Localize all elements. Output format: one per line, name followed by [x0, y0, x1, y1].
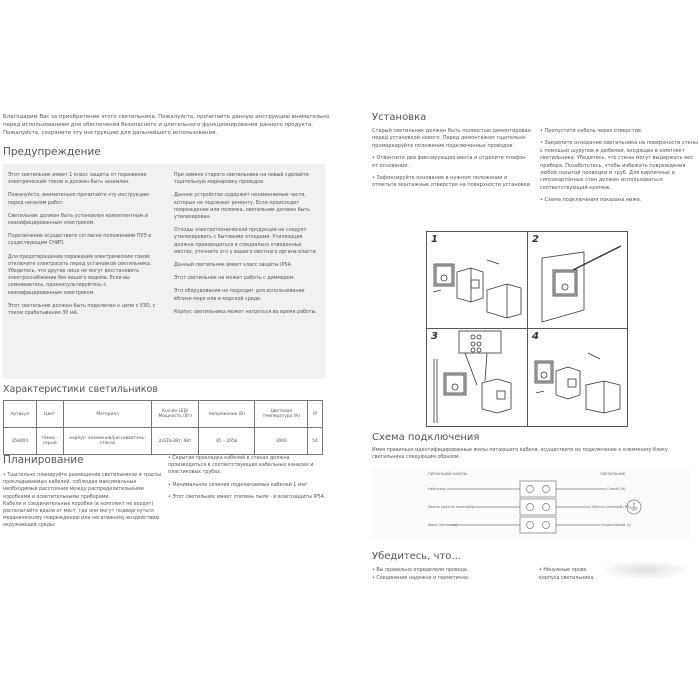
check-title: Убедитесь, что...	[372, 551, 461, 562]
step-number: 3	[431, 331, 438, 342]
blurred-watermark	[600, 560, 690, 580]
wall-drilling-illustration	[528, 232, 627, 328]
warning-item: Пожалуйста, внимательно прочитайте эту инструкцию перед началом работ.	[8, 193, 149, 206]
installation-item: Старый светильник должен быть полностью демонтирован перед установкой нового. Перед демонтажом тщательно промаркируйте положение подключенных проводов.	[372, 128, 531, 149]
step-3-cell	[427, 329, 526, 425]
warning-item: Данное устройство содержит незаменяемые части, которые не подлежат ремонту. Если происходит повреждение или поломка, светильник должен быть утилизирован.	[174, 193, 311, 221]
warning-item: Для предотвращения поражения электрическим током отключите электросеть перед установкой светильника. Убедитесь, что другие лица не могут восстановить электроснабжение без вашего ведома. Если вы сомневаетесь, проконсультируйтесь с квалифицированным электриком.	[8, 254, 152, 296]
installation-item: • Пропустите кабель через отверстие.	[540, 128, 643, 134]
wire-label-brown: Коричневый (L)	[602, 523, 632, 527]
step-number: 4	[532, 331, 539, 342]
warning-left-column	[8, 172, 156, 323]
cell-article: 358004	[4, 428, 37, 455]
warning-item: Светильник должен быть установлен компетентным и квалифицированным электриком.	[8, 213, 148, 227]
wiring-text: Имея правильно идентифицированные жилы питающего кабеля, осуществите их подключение к клеммному блоку светильника следующим образом.	[372, 448, 668, 460]
warning-item: Подключение осуществите согласно положениям ПУЭ и существующим СНИП.	[8, 234, 152, 247]
installation-item: • Отвинтите два фиксирующих винта и отделите плафон от основания .	[372, 155, 526, 169]
luminaire-header: СВЕТИЛЬНИК	[600, 472, 626, 476]
planning-left-column	[3, 472, 163, 535]
col-header: IP	[308, 401, 323, 428]
wiring-title: Схема подключения	[372, 432, 480, 443]
installation-item: • Схема подключения показана ниже.	[540, 197, 642, 204]
warning-item: Этот светильник должен быть подключен к цепи с УЗО, с током срабатывания 30 мА.	[8, 303, 156, 317]
cell-ip: 54	[308, 428, 323, 455]
warning-title: Предупреждение	[3, 146, 101, 158]
terminal-block-drawing	[372, 467, 690, 539]
wire-label-yellow-green: Желто-зеленый (PE)	[592, 505, 631, 509]
col-header: Материал	[63, 401, 152, 428]
step-4-cell	[528, 329, 627, 425]
installation-title: Установка	[372, 112, 427, 123]
warning-item: При замене старого светильника на новый сделайте тщательную маркировку проводов.	[174, 173, 309, 186]
warning-box	[3, 164, 325, 379]
planning-item: • Минимальное сечение подключаемых кабелей 1 мм²	[168, 482, 307, 488]
warning-item: Этот светильник имеет 1 класс защиты от поражения электрическим током и должен быть заземлен.	[8, 173, 147, 186]
check-item: корпуса светильника.	[539, 575, 595, 581]
warning-item: Отходы электротехнической продукции не следует утилизировать с бытовыми отходами. Утилизация должна производиться в специально отведенных местах, уточните это у вашего местного органа власти.	[174, 228, 318, 255]
specs-table	[3, 400, 323, 455]
specs-title: Характеристики светильников	[3, 384, 158, 395]
warning-item: Этот светильник не может работь с диммером.	[174, 276, 295, 282]
planning-item: • Скрытая прокладка кабелей в стенах должна производиться в соответствующих кабельных каналах и пластиковых трубах.	[168, 456, 314, 476]
cell-led: 2LEDx3Вт; 6Вт	[152, 428, 199, 455]
col-header: Цвет	[36, 401, 63, 428]
planning-item: • Этот светильник имеет степень пыле - и влагозащиты IP54.	[168, 494, 326, 500]
mounting-exploded-illustration	[427, 232, 526, 328]
planning-right-column	[168, 455, 328, 506]
intro-text: Благодарим Вас за приобретение этого светильника. Пожалуйста, прочитайте данную инструкцию внимательно перед использованием для обеспечения безопасного и длительного функционирования данного продукта. Пожалуйста, сохраните эту инструкцию для дальнейшего использования.	[3, 114, 330, 136]
wire-label-earth: Земля (желто-зеленый)	[428, 505, 474, 509]
cell-temperature: 3000	[255, 428, 308, 455]
table-row	[4, 428, 323, 455]
col-header: Напряжение (В)	[199, 401, 255, 428]
planning-item: Кабели и соединительные коробки (в комплект не входят) располагайте вдали от мест, где они могут подвергнуться механическому повреждению или негативному воздействию окружающей среды.	[3, 501, 160, 529]
planning-item: • Тщательно планируйте размещение светильников и трассы прокладываемых кабелей, соблюдая максимальные необходимые расстояния между распределительными коробками и осветительными приборами.	[3, 473, 162, 500]
supply-cable-header: ПИТАЮЩИЙ КАБЕЛЬ	[428, 472, 468, 476]
installation-right-column	[540, 128, 698, 210]
installation-left-column	[372, 128, 532, 195]
warning-item: Данный светильник имеет класс защиты IP54.	[174, 263, 293, 269]
wire-label-neutral: Нейтраль	[428, 487, 447, 491]
col-header: Артикул	[4, 401, 37, 428]
wiring-diagram	[372, 467, 690, 539]
cell-material: корпус: алюминий/рассеиватель: стекло	[63, 428, 152, 455]
cell-color: тёмно - серый	[36, 428, 63, 455]
step-1-cell	[427, 232, 526, 328]
specs-header-row	[4, 401, 323, 428]
cell-voltage: 85 – 265в	[199, 428, 255, 455]
warning-right-column	[174, 172, 319, 322]
step-number: 2	[532, 234, 539, 245]
check-left-column	[372, 567, 522, 582]
wiring-connection-illustration	[427, 329, 526, 425]
installation-item: • Зафиксируйте основание в нужном положении и отметьте монтажные отверстия на поверхности установки	[372, 175, 530, 189]
planning-title: Планирование	[3, 454, 84, 466]
check-item: • Соединение надежно и герметично.	[372, 575, 470, 581]
step-2-cell	[528, 232, 627, 328]
step-number: 1	[431, 234, 438, 245]
wire-label-blue: Синий (N)	[607, 487, 626, 491]
col-header: Кол-во LED/ Мощность (Вт)	[152, 401, 199, 428]
col-header: Цветовая температура (К)	[255, 401, 308, 428]
check-item: • Ненужные прово	[539, 568, 587, 573]
wire-label-phase: Фаза (питание)	[428, 523, 458, 527]
installation-item: • Закрепите основание светильника на поверхности стены с помощью шурупов и дюбелей, входящих в комплект светильника. Убедитесь, что стены могут выдержать вес прибора. Позаботьтесь, чтобы избежать повреждения любой скрытой проводки и труб. Для кирпичных и гипсокартонных стен должен использоваться соответствующий крепеж.	[540, 140, 698, 191]
check-item: • Вы правильно определили провода.	[372, 568, 469, 573]
installation-diagram	[426, 231, 628, 427]
warning-item: Это оборудование не подходит для использования вблизи моря или в морской среде.	[174, 289, 305, 302]
warning-item: Корпус светильника может нагреться во время работы.	[174, 309, 317, 315]
cover-assembly-illustration	[528, 329, 627, 425]
